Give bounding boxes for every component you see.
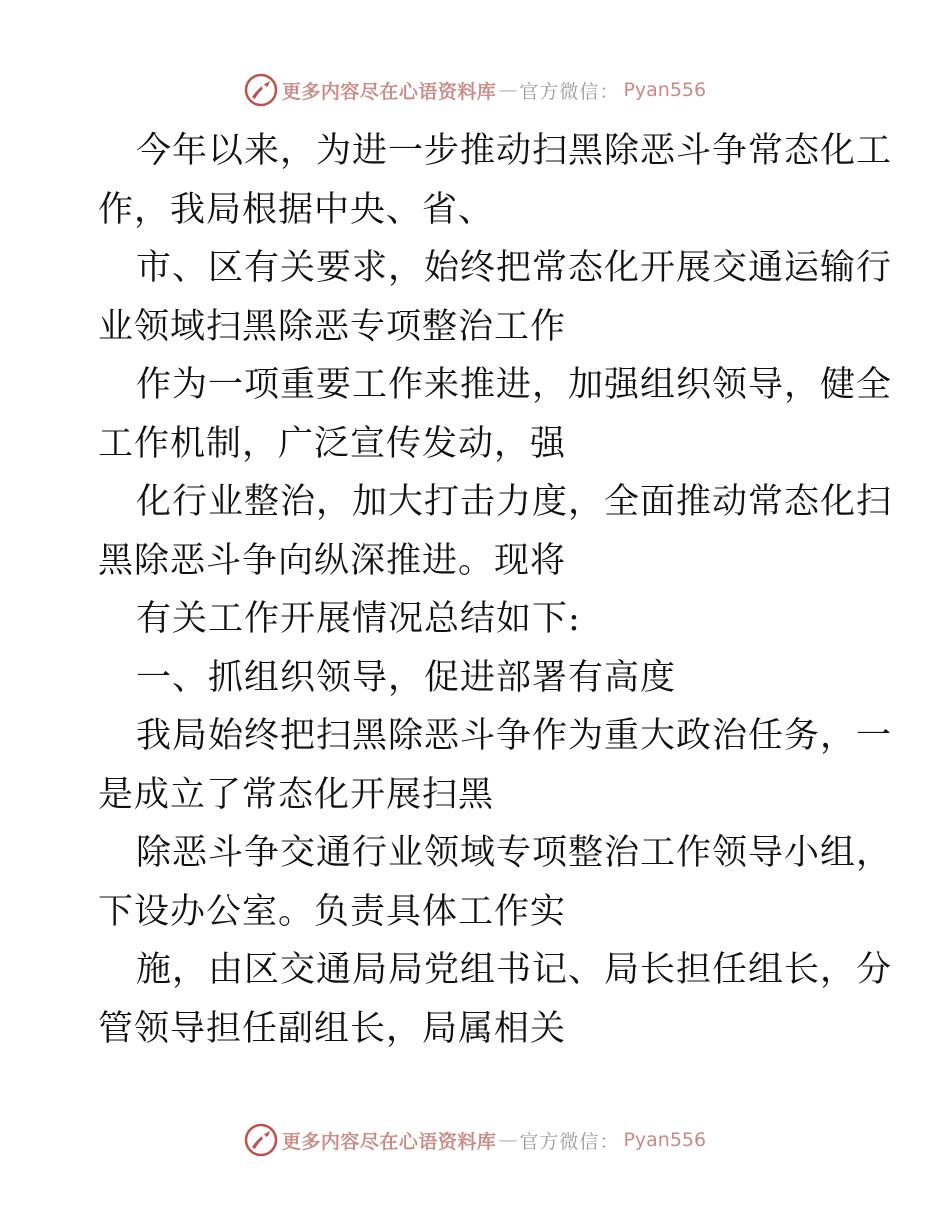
text-line: 除恶斗争交通行业领域专项整治工作领导小组， (136, 833, 893, 873)
text-line: 管领导担任副组长，局属相关 (98, 1008, 567, 1049)
watermark-text: 更多内容尽在心语资料库 (281, 80, 497, 103)
watermark-text: 更多内容尽在心语资料库 (281, 1130, 497, 1153)
text-line: 工作机制，广泛宣传发动，强 (98, 423, 567, 464)
text-line: 今年以来，为进一步推动扫黑除恶斗争常态化工 (136, 131, 893, 171)
watermark-wechat-id: Pyan556 (623, 1129, 707, 1151)
watermark-dash: — (498, 79, 518, 101)
watermark-wechat-id: Pyan556 (623, 79, 707, 101)
text-line: 下设办公室。负责具体工作实 (98, 891, 567, 932)
section-heading: 一、抓组织领导，促进部署有高度 (136, 657, 677, 698)
pen-logo-icon (244, 1123, 278, 1157)
text-line: 黑除恶斗争向纵深推进。现将 (98, 540, 567, 581)
text-line: 施，由区交通局局党组书记、局长担任组长，分 (136, 950, 893, 990)
text-line: 市、区有关要求，始终把常态化开展交通运输行 (136, 248, 893, 288)
text-line: 业领域扫黑除恶专项整治工作 (98, 306, 567, 347)
footer-watermark (0, 1122, 950, 1158)
document-body (98, 122, 893, 1058)
text-line: 有关工作开展情况总结如下: (136, 599, 581, 639)
text-line: 作，我局根据中央、省、 (98, 189, 495, 230)
text-line: 我局始终把扫黑除恶斗争作为重大政治任务，一 (136, 716, 893, 756)
pen-logo-icon (244, 73, 278, 107)
watermark-dash: — (498, 1129, 518, 1151)
text-line: 是成立了常态化开展扫黑 (98, 774, 495, 815)
watermark-label: 官方微信： (519, 1130, 620, 1153)
watermark-label: 官方微信： (519, 80, 620, 103)
text-line: 化行业整治，加大打击力度，全面推动常态化扫 (136, 482, 893, 522)
header-watermark (0, 72, 950, 108)
text-line: 作为一项重要工作来推进，加强组织领导，健全 (136, 365, 893, 405)
